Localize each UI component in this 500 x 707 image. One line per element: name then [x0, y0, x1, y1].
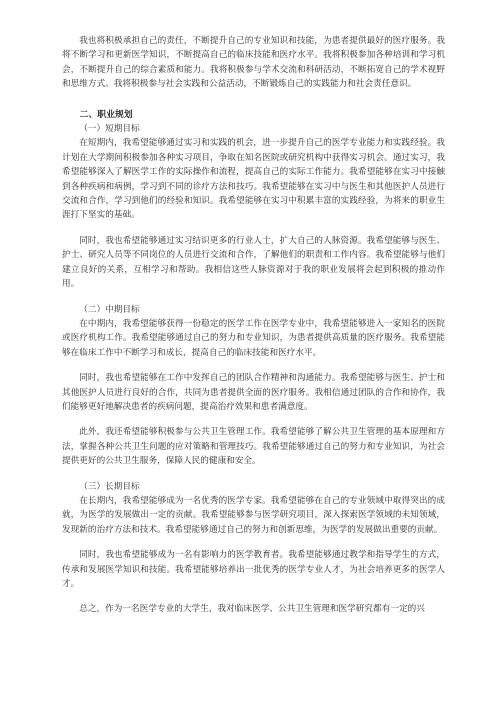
short-term-paragraph-2: 同时，我也希望能够通过实习结识更多的行业人士，扩大自己的人脉资源。我希望能够与医生、护士、研究人员等不同岗位的人员进行交流和合作，了解他们的职责和工作内容。我希望能够与他们建立良好的关系，互相学习和帮助。我相信这些人脉资源对于我的职业发展将会起到积极的推动作用。 — [62, 235, 445, 290]
document-page — [62, 34, 445, 617]
spacer — [62, 92, 445, 108]
section-title: 二、职业规划 — [79, 109, 133, 120]
long-term-heading: （三）长期目标 — [79, 481, 140, 492]
conclusion-paragraph: 总之，作为一名医学专业的大学生，我对临床医学、公共卫生管理和医学研究都有一定的兴 — [79, 604, 425, 615]
spacer — [62, 591, 445, 602]
long-term-paragraph-2: 同时，我也希望能够成为一名有影响力的医学教育者。我希望能够通过教学和指导学生的方式，传承和发展医学知识和技能。我希望能够培养出一批优秀的医学专业人才，为社会培养更多的医学人才。 — [62, 550, 445, 589]
short-term-heading: （一）短期目标 — [79, 124, 140, 135]
mid-term-paragraph-3: 此外，我还希望能够积极参与公共卫生管理工作。我希望能够了解公共卫生管理的基本原理和方法，掌握各种公共卫生问题的应对策略和管理技巧。我希望能够通过自己的努力和专业知识，为社会提供更好的公共卫生服务，保障人民的健康和安全。 — [62, 427, 445, 467]
mid-term-paragraph-2: 同时，我也希望能够在工作中发挥自己的团队合作精神和沟通能力。我希望能够与医生、护士和其他医护人员进行良好的合作，共同为患者提供全面的医疗服务。我相信通过团队的合作和协作，我们能够更好地解决患者的疾病问题，提高治疗效果和患者满意度。 — [62, 373, 445, 412]
spacer — [62, 223, 445, 234]
mid-term-heading: （二）中期目标 — [79, 304, 140, 315]
spacer — [62, 292, 445, 303]
spacer — [62, 537, 445, 548]
mid-term-paragraph-1: 在中期内，我希望能够获得一份稳定的医学工作在医学专业中，我希望能够进入一家知名的医院或医疗机构工作。我希望能够通过自己的努力和专业知识，为患者提供高质量的医疗服务。我希望能够在临床工作中不断学习和成长，提高自己的临床技能和医疗水平。 — [62, 318, 445, 358]
short-term-paragraph-1: 在短期内，我希望能够通过实习和实践的机会，进一步提升自己的医学专业能力和实践经验。我计划在大学期间积极参加各种实习项目，争取在知名医院或研究机构中获得实习机会。通过实习，我希望能够深入了解医学工作的实际操作和流程，提高自己的实际工作能力。我希望能够在实习中接触到各种疾病和病例，学习到不同的诊疗方法和技巧。我希望能够在实习中与医生和其他医护人员进行交流和合作，学习到他们的经验和知识。我希望能够在实习中积累丰富的实践经验，为将来的职业生涯打下坚实的基础。 — [62, 138, 445, 221]
spacer — [62, 469, 445, 480]
long-term-paragraph-1: 在长期内，我希望能够成为一名优秀的医学专家。我希望能够在自己的专业领域中取得突出的成就，为医学的发展做出一定的贡献。我希望能够参与医学研究项目，深入探索医学领域的未知领域，发现新的治疗方法和技术。我希望能够通过自己的努力和创新思维，为医学的发展做出重要的贡献。 — [62, 495, 445, 535]
intro-paragraph: 我也将积极承担自己的责任，不断提升自己的专业知识和技能，为患者提供最好的医疗服务。我将不断学习和更新医学知识，不断提高自己的临床技能和医疗水平。我将积极参加各种培训和学习机会，不断提升自己的综合素质和能力。我将积极参与学术交流和科研活动，不断拓宽自己的学术视野和思维方式。我将积极参与社会实践和公益活动，不断锻炼自己的实践能力和社会责任意识。 — [62, 36, 445, 90]
spacer — [62, 414, 445, 425]
spacer — [62, 360, 445, 371]
